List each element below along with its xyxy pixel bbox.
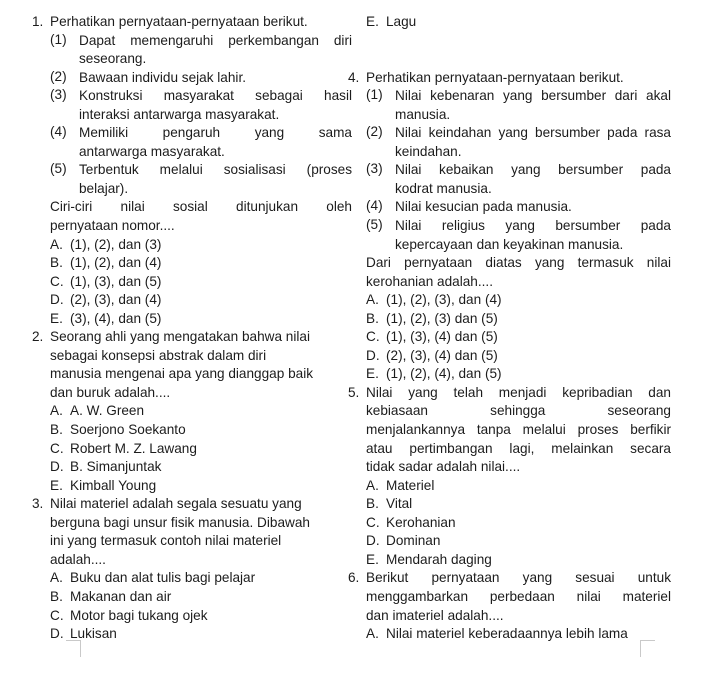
question-intro: Perhatikan pernyataan-pernyataan berikut. xyxy=(50,14,308,29)
statement-item xyxy=(366,87,671,124)
question-stem: tidak sadar adalah nilai.... xyxy=(366,459,521,475)
question-stem: Dari pernyataan diatas yang termasuk nilai xyxy=(366,255,671,271)
statement-item xyxy=(50,87,352,124)
question-1 xyxy=(32,13,352,328)
right-column xyxy=(348,13,671,644)
option-e[interactable]: E. Lagu xyxy=(366,14,417,29)
option-a[interactable]: A. (1), (2), dan (3) xyxy=(50,236,162,252)
statement-number: (4) xyxy=(50,124,67,140)
question-stem: dan buruk adalah.... xyxy=(50,384,171,400)
statement-number: (3) xyxy=(50,87,67,103)
option-b[interactable]: B. (1), (2), dan (4) xyxy=(50,255,162,271)
question-number: 2. xyxy=(32,329,44,345)
option-e[interactable]: E. Kimball Young xyxy=(50,477,157,493)
option-d[interactable]: D. Lukisan xyxy=(50,626,117,642)
option-a[interactable]: A. Materiel xyxy=(366,477,435,493)
question-number: 1. xyxy=(32,14,44,29)
spacer xyxy=(366,32,671,51)
question-stem: kerohanian adalah.... xyxy=(366,273,493,289)
question-number: 5. xyxy=(348,384,360,400)
statement-text: manusia. xyxy=(395,106,451,122)
question-number: 6. xyxy=(348,570,360,586)
statement-text: antarwarga masyarakat. xyxy=(79,143,225,159)
statement-text: belajar). xyxy=(79,180,129,196)
option-b[interactable]: B. (1), (2), (3) dan (5) xyxy=(366,310,498,326)
question-stem: dan imateriel adalah.... xyxy=(366,607,504,623)
question-stem: sebagai konsepsi abstrak dalam diri xyxy=(50,347,267,363)
statement-number: (4) xyxy=(366,198,383,214)
statement-text: Memiliki pengaruh yang sama xyxy=(79,125,352,141)
question-stem: ini yang termasuk contoh nilai materiel xyxy=(50,533,282,549)
question-stem: adalah.... xyxy=(50,551,106,567)
statement-item xyxy=(366,217,671,254)
statement-item xyxy=(50,161,352,198)
statement-text: Bawaan individu sejak lahir. xyxy=(79,69,247,85)
statement-number: (1) xyxy=(366,87,383,103)
statement-number: (1) xyxy=(50,31,67,47)
question-stem: Seorang ahli yang mengatakan bahwa nilai xyxy=(50,329,310,345)
question-stem: kebiasaan sehingga seseorang xyxy=(366,403,671,419)
statement-item xyxy=(50,69,352,88)
left-column xyxy=(32,13,352,644)
statement-text: Nilai religius yang bersumber pada xyxy=(395,218,671,234)
option-b[interactable]: B. Vital xyxy=(366,496,413,512)
option-c[interactable]: C. Kerohanian xyxy=(366,514,456,530)
question-stem: pernyataan nomor.... xyxy=(50,218,175,234)
statement-text: Nilai kebaikan yang bersumber pada xyxy=(395,162,671,178)
option-a[interactable]: A. A. W. Green xyxy=(50,403,145,419)
question-stem: Nilai yang telah menjadi kepribadian dan xyxy=(366,384,671,400)
question-3 xyxy=(32,495,352,643)
question-stem: atau pertimbangan lagi, melainkan secara xyxy=(366,440,671,456)
page-corner-mark xyxy=(640,640,655,657)
page-corner-mark xyxy=(66,640,81,657)
option-a[interactable]: A. (1), (2), (3), dan (4) xyxy=(366,292,502,308)
statement-item xyxy=(366,124,671,161)
question-stem: Berikut pernyataan yang sesuai untuk xyxy=(366,570,671,586)
statement-text: Nilai keindahan yang bersumber pada rasa xyxy=(395,125,671,141)
option-a[interactable]: A. Buku dan alat tulis bagi pelajar xyxy=(50,570,256,586)
option-b[interactable]: B. Makanan dan air xyxy=(50,588,172,604)
question-stem: manusia mengenai apa yang dianggap baik xyxy=(50,366,314,382)
option-c[interactable]: C. (1), (3), dan (5) xyxy=(50,273,162,289)
statement-number: (5) xyxy=(366,217,383,233)
statement-text: kodrat manusia. xyxy=(395,180,492,196)
question-stem: menjalankannya tanpa melalui proses berfikir xyxy=(366,422,671,438)
question-intro: Perhatikan pernyataan-pernyataan berikut. xyxy=(366,69,624,85)
question-number: 3. xyxy=(32,496,44,512)
statement-text: Terbentuk melalui sosialisasi (proses xyxy=(79,162,352,178)
question-4 xyxy=(348,69,671,384)
question-stem: berguna bagi unsur fisik manusia. Dibawah xyxy=(50,514,310,530)
option-c[interactable]: C. Motor bagi tukang ojek xyxy=(50,607,208,623)
statement-item xyxy=(50,124,352,161)
statement-number: (3) xyxy=(366,161,383,177)
question-stem: Ciri-ciri nilai sosial ditunjukan oleh xyxy=(50,199,352,215)
option-e[interactable]: E. (1), (2), (4), dan (5) xyxy=(366,366,502,382)
option-d[interactable]: D. (2), (3), (4) dan (5) xyxy=(366,347,498,363)
question-6 xyxy=(348,569,671,643)
question-stem: menggambarkan perbedaan nilai materiel xyxy=(366,588,671,604)
option-c[interactable]: C. Robert M. Z. Lawang xyxy=(50,440,197,456)
statement-text: Konstruksi masyarakat sebagai hasil xyxy=(79,88,352,104)
statement-number: (5) xyxy=(50,161,67,177)
statement-text: Dapat memengaruhi perkembangan diri xyxy=(79,32,352,48)
option-d[interactable]: D. B. Simanjuntak xyxy=(50,459,162,475)
option-b[interactable]: B. Soerjono Soekanto xyxy=(50,422,186,438)
statement-text: Nilai kebenaran yang bersumber dari akal xyxy=(395,88,671,104)
statement-item xyxy=(366,198,671,217)
option-a[interactable]: A. Nilai materiel keberadaannya lebih lama xyxy=(366,626,628,642)
statement-text: kepercayaan dan keyakinan manusia. xyxy=(395,236,624,252)
question-5 xyxy=(348,384,671,569)
statement-text: seseorang. xyxy=(79,51,147,67)
spacer xyxy=(366,50,671,69)
statement-item xyxy=(366,161,671,198)
option-e[interactable]: E. (3), (4), dan (5) xyxy=(50,310,162,326)
statement-text: keindahan. xyxy=(395,143,462,159)
statement-text: Nilai kesucian pada manusia. xyxy=(395,199,572,215)
statement-item xyxy=(50,32,352,69)
option-c[interactable]: C. (1), (3), (4) dan (5) xyxy=(366,329,498,345)
statement-text: interaksi antarwarga masyarakat. xyxy=(79,106,280,122)
option-d[interactable]: D. (2), (3), dan (4) xyxy=(50,292,162,308)
option-d[interactable]: D. Dominan xyxy=(366,533,441,549)
question-2 xyxy=(32,328,352,495)
question-number: 4. xyxy=(348,69,360,85)
option-e[interactable]: E. Mendarah daging xyxy=(366,551,492,567)
statement-number: (2) xyxy=(50,68,67,84)
question-stem: Nilai materiel adalah segala sesuatu yang xyxy=(50,496,302,512)
statement-number: (2) xyxy=(366,124,383,140)
